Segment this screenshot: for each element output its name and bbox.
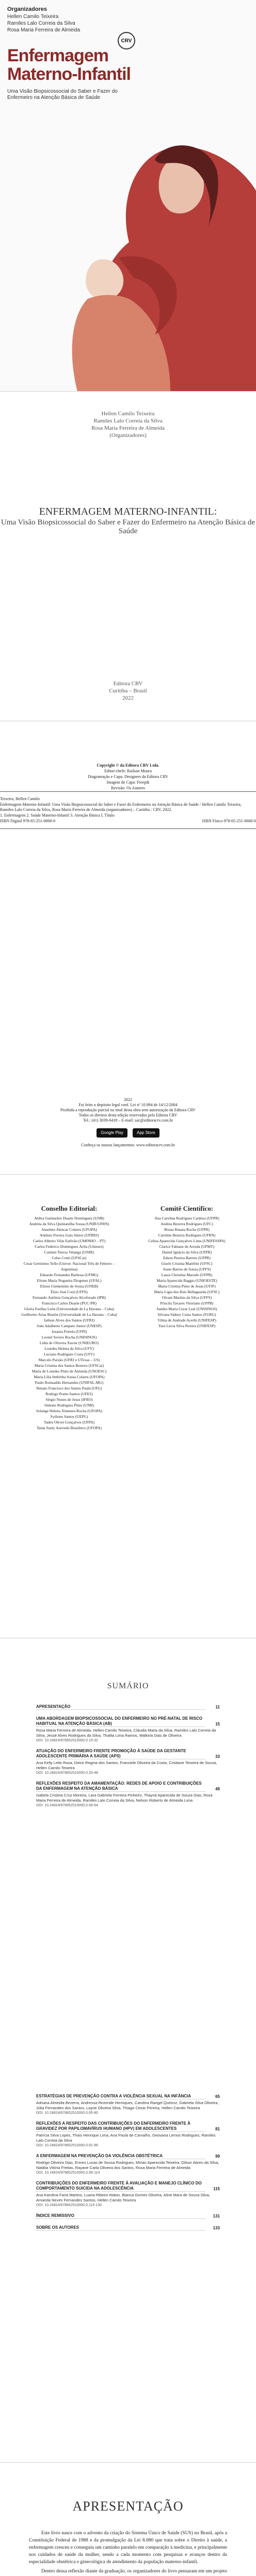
council-member: Luciano Rodrigues Costa (UFV) xyxy=(43,1352,95,1357)
toc-entry-title: APRESENTAÇÃO xyxy=(36,1704,205,1710)
toc-entry[interactable] xyxy=(36,2094,220,2115)
book-cover xyxy=(0,0,256,392)
committee-member: Maria Ligia dos Reis Bellaguarda (UFSC) xyxy=(154,1290,220,1294)
council-member: Josania Portela (UFPI) xyxy=(51,1329,87,1334)
presentation-paragraph: Este livro nasce com o advento da criação do Sistema Único de Saúde (SUS) no Brasil, após a Constituição Federal de 1988 e da promulgação da Lei 8.080 que trata sobre o Direito à saúde, a enfermagem cresceu e conseguiu um caminho paralelo em comparação à medicina, e principalmente nos cuidados de saúde da mulher, sendo a cada momento com pesquisas e avanços dentro da especialidade obstétrica e ginecológica de atendimento da população materno-infantil. xyxy=(29,2531,227,2565)
toc-entry-title: ESTRATÉGIAS DE PREVENÇÃO CONTRA A VIOLÊNCIA SEXUAL NA INFÂNCIA xyxy=(36,2094,205,2099)
toc-entry-page: 15 xyxy=(215,1722,220,1726)
toc-entry-doi: DOI: 10.24824/978652510000.0.33-48 xyxy=(36,1771,98,1775)
toc-entry-doi: DOI: 10.24824/978652510000.0.15-32 xyxy=(36,1739,98,1742)
cover-subtitle: Uma Visão Biopsicossocial do Saber e Fazer do Enfermeiro na Atenção Básica de Saúde xyxy=(7,89,118,100)
committee-member: Daniel Ignácio da Silva (UFPR) xyxy=(162,1250,212,1255)
isbn-row xyxy=(0,819,256,824)
website-line: Conheça os nossos lançamentos: www.editoracrv.com.br xyxy=(81,1143,175,1147)
publisher-city: Curitiba – Brasil xyxy=(109,688,147,694)
toc-entry-page: 99 xyxy=(215,2154,220,2159)
toc-entry-authors: Rodrigo Oliveira Dias, Ermes Lucas de Sousa Rodrigues, Mírian Aparecida Teixeira, Dilson Abreu da Silva, Natália Vitória Freitas, Rayane Carla Oliveira dos Santos, Rosa Maria Ferreira de Almeida xyxy=(36,2160,219,2170)
committee-member: Celina Aparecida Gonçalves Lima (UNIFESSPA) xyxy=(148,1239,226,1243)
presentation-section xyxy=(0,2463,256,2576)
toc-entry-page: 115 xyxy=(213,2187,220,2191)
council-member: Cesar Gerónimo Tello (Univer. Nacional Três de Febrero – Argentina) xyxy=(23,1261,115,1272)
council-member: Elizeu Clementino de Souza (UNEB) xyxy=(40,1284,99,1289)
toc-entry-row xyxy=(36,1704,220,1710)
toc-entry-page: 65 xyxy=(215,2094,220,2099)
council-member: Antônio Pereira Gaio Júnior (UFRRJ) xyxy=(39,1233,99,1238)
toc-entry-doi: DOI: 10.24824/978652510000.0.65-80 xyxy=(36,2111,98,2115)
council-member: Aldira Guimarães Duarte Domínguez (UNB) xyxy=(34,1216,104,1221)
council-member: Francisco Carlos Duarte (PUC-PR) xyxy=(41,1301,97,1306)
credit-line: Revisão: Os Autores xyxy=(111,786,145,790)
organizer-name: Rosa Maria Ferreira de Almeida xyxy=(91,425,165,431)
isbn-digital: ISBN Digital 978-65-251-0000-0 xyxy=(0,819,56,823)
toc-entry[interactable] xyxy=(36,1704,220,1710)
toc-entry[interactable] xyxy=(36,2225,220,2231)
credit-line: Imagem de Capa: Freepik xyxy=(106,780,150,785)
book-subtitle: Uma Visão Biopsicossocial do Saber e Fazer do Enfermeiro na Atenção Básica de Saúde xyxy=(1,518,255,535)
council-member: Simone Rodrigues Pinto (UNB) xyxy=(44,1403,94,1408)
cover-title-line: Enfermagem xyxy=(7,46,108,65)
toc-entry-doi: DOI: 10.24824/978652510000.0.99-114 xyxy=(36,2171,100,2175)
committee-member: Priscila Tavares Vitoriano (UFPB) xyxy=(160,1301,214,1306)
toc-entry[interactable] xyxy=(36,2154,220,2175)
organizers-label: Organizadores xyxy=(7,6,47,12)
committee-member: Ana Carolina Rodrigues Cardoso (UFPR) xyxy=(154,1216,219,1221)
publication-year: 2022 xyxy=(122,695,134,701)
record-description: Enfermagem Materno-Infantil: Uma Visão Biopsicossocial do Saber e Fazer do Enfermeiro na Atenção Básica de Saúde / Hellen Camilo Teixeira, Ramiles Lalo Correia da Silva, Rosa Maria Ferreira de Almeida (organizadores) – Curitiba : CRV, 2022. xyxy=(0,802,242,812)
committee-member: Sandra Maria Cezar Leal (UNISINOS) xyxy=(156,1307,217,1311)
council-member: Leonel Severo Rocha (UNISINOS) xyxy=(41,1335,97,1340)
toc-entry-title: UMA ABORDAGEM BIOPSICOSSOCIAL DO ENFERMEIRO NO PRÉ-NATAL DE RISCO HABITUAL NA ATENÇÃO BÁSICA (AB) xyxy=(36,1716,205,1727)
legal-line: 2022 xyxy=(124,1097,132,1102)
committee-member: Gisele Cristina Manfrini (UFSC) xyxy=(161,1261,213,1266)
credit-line: Editor-chefe: Railson Moura xyxy=(104,769,152,773)
organizer-name: Hellen Camilo Teixeira xyxy=(7,14,59,20)
toc-entry-row xyxy=(36,1749,220,1759)
council-member: Maria Lília Imbiriba Sousa Colares (UFOPA) xyxy=(34,1375,105,1379)
committee-member: Silvana Sidney Costa Santos (FURG) xyxy=(157,1312,216,1317)
legal-line: Proibida a reprodução parcial ou total desta obra sem autorização da Editora CRV xyxy=(60,1108,196,1112)
toc-entry[interactable] xyxy=(36,1749,220,1775)
council-member: João Adalberto Campato Junior (UNESP) xyxy=(37,1324,102,1328)
legal-block xyxy=(21,1097,235,1148)
council-member: Maria Cristina dos Santos Bezerra (UFSCar) xyxy=(34,1363,104,1368)
toc-entry-page: 133 xyxy=(213,2226,220,2230)
toc-entry-authors: Isabela Cristina Cruz Moreira, Lara Gabriela Ferreira Pinheiro, Thayná Aparecida de Souza Dias, Rosa Maria Ferreira de Almeida, Ramiles Lalo Correia da Silva, Nelson Roberto de Almeida Lima xyxy=(36,1793,213,1803)
toc-entry-authors: Ana Karolina Faria Martins, Luana Ribeiro Matos, Bianca Gomes Oliveira, Aline Mara de Sousa Silva, Amanda Neves Fernandes Santos, Hellen Camilo Teixeira xyxy=(36,2193,210,2202)
toc-entry-authors: Rosa Maria Ferreira de Almeida, Hellen Camilo Teixeira, Cláudia Maria da Silva, Ramiles Lalo Correia da Silva, Jessé Alves Rodrigues da Silva, Thalita Lima Ramos, Walkiria Dias de Oliveira xyxy=(36,1728,216,1738)
toc-list xyxy=(0,2094,256,2231)
toc-entry[interactable] xyxy=(36,2213,220,2219)
toc-entry-doi: DOI: 10.24824/978652510000.0.81-98 xyxy=(36,2144,98,2147)
council-member: Guillermo Arias Beatón (Universidade de La Havana – Cuba) xyxy=(21,1312,117,1317)
committee-member: Maria Aparecida Baggio (UNIOESTE) xyxy=(156,1278,217,1283)
toc-entry-page: 81 xyxy=(215,2127,220,2131)
toc-list xyxy=(0,1704,256,1807)
committee-member: Bruna Renata Rocha (UFPR) xyxy=(164,1227,210,1232)
council-page xyxy=(0,1175,256,1638)
store-badges xyxy=(21,1128,235,1138)
toc-title: SUMÁRIO xyxy=(107,1682,149,1690)
toc-entry-row xyxy=(36,1781,220,1792)
council-member: Sérgio Nunes de Jesus (IFRO) xyxy=(45,1397,93,1402)
toc-entry[interactable] xyxy=(36,2181,220,2207)
committee-member: Olvani Martins da Silva (UFFS) xyxy=(162,1295,212,1300)
toc-entry-page: 131 xyxy=(213,2214,220,2218)
toc-entry-doi: DOI: 10.24824/978652510000.0.115-130 xyxy=(36,2204,102,2207)
council-member: Renato Francisco dos Santos Paula (UFG) xyxy=(36,1386,102,1391)
legal-line: Foi feito o depósito legal conf. Lei nº 10.994 de 14/12/2004 xyxy=(78,1103,178,1107)
credit-line: Diagramação e Capa: Designers da Editora CRV xyxy=(88,774,168,779)
toc-entry-row xyxy=(36,2094,220,2099)
catalog-page xyxy=(0,721,256,1175)
scientific-committee-title: Comitê Científico: xyxy=(160,1205,214,1212)
toc-entry-page: 49 xyxy=(215,1787,220,1791)
toc-entry-authors: Adriana Almeida Bezerra, Andressa Rezende Henriques, Carolina Rangel Queiroz, Gabriela Silva Oliveira, Júlia Fernandes dos Santos, Layne Oliveira Silva, Thiago Cesar Pereira, Hellen Camilo Teixeira xyxy=(36,2100,219,2110)
council-member: Carlos Alberto Vilar Estêvão (UMINHO – PT) xyxy=(33,1239,106,1243)
table-of-contents xyxy=(0,1638,256,2463)
council-member: Fernando Antônio Gonçalves Alcoforado (IPB) xyxy=(32,1295,106,1300)
council-member: Jailson Alves dos Santos (UFRJ) xyxy=(43,1318,95,1323)
council-member: Maria de Lourdes Pinto de Almeida (UNOESC) xyxy=(31,1369,107,1374)
toc-entry-title: SOBRE OS AUTORES xyxy=(36,2225,205,2231)
council-member: Rodrigo Pratte-Santos (UFES) xyxy=(45,1392,93,1396)
committee-member: Yara Lúcia Silva Pereira (UNIFESP) xyxy=(158,1324,216,1328)
toc-entry-row xyxy=(36,1716,220,1727)
toc-entry-authors: Patrícia Silva Lopes, Thaís Henrique Lima, Ana Paula de Carvalho, Geovana Lemos Rodrigues, Ramiles Lalo Correia da Silva xyxy=(36,2133,216,2143)
toc-entry-row xyxy=(36,2154,220,2159)
editorial-members xyxy=(15,1215,123,1431)
council-member: Celso Conti (UFSCar) xyxy=(52,1256,87,1260)
council-member: Andréia da Silva Quintanilha Sousa (UNIR/UFRN) xyxy=(29,1222,109,1226)
toc-entry[interactable] xyxy=(36,2121,220,2147)
organizer-role: (Organizadores) xyxy=(109,432,147,438)
contact-line: Tel.: (41) 3039-6418 – E-mail: sac@editoracrv.com.br xyxy=(83,1118,173,1123)
council-member: Anselmo Alencar Colares (UFOPA) xyxy=(41,1227,97,1232)
committee-member: Vilma de Andrade Acerbi (UNIFESP) xyxy=(157,1318,216,1323)
title-page-organizers xyxy=(0,392,256,439)
council-member: Tania Suely Azevedo Brasileiro (UFOPA) xyxy=(37,1426,102,1430)
council-member: Lourdes Helena da Silva (UFV) xyxy=(44,1346,94,1351)
committee-member: Jeane Barros de Souza (UFFS) xyxy=(163,1267,211,1272)
title-page xyxy=(0,392,256,721)
committee-member: Maria Cristina Pinto de Jesus (UFJF) xyxy=(158,1284,216,1289)
cover-title-line: Materno-Infantil xyxy=(7,64,131,84)
committee-member: Clarice Fabiane de Arruda (UFMT) xyxy=(159,1244,215,1249)
publisher-name: Editora CRV xyxy=(113,681,143,687)
publisher-logo: CRV xyxy=(118,32,135,49)
committee-member: Caroline Bezerra Rodrigues (UFRN) xyxy=(158,1233,216,1238)
organizer-name: Ramiles Lalo Correia da Silva xyxy=(93,418,163,424)
scientific-members xyxy=(133,1215,241,1329)
app-store-badge[interactable]: App Store xyxy=(133,1128,159,1138)
toc-entry-row xyxy=(36,2225,220,2231)
presentation-paragraph: Dentro dessa reflexão diante da graduação, os organizadores do livro pensaram em um projeto xyxy=(41,2569,227,2574)
toc-entry-title: REFLEXÕES A RESPEITO DAS CONTRIBUIÇÕES DO ENFERMEIRO FRENTE À GRAVIDEZ POR PAPILOMAVÍRUS HUMANO (HPV) EM ADOLESCENTES xyxy=(36,2121,205,2132)
organizer-name: Ramiles Lalo Correia da Silva xyxy=(7,21,75,26)
toc-entry-title: REFLEXÕES RESPEITO DA AMAMENTAÇÃO: REDES DE APOIO E CONTRIBUIÇÕES DA ENFERMAGEM NA ATENÇÃO BÁSICA xyxy=(36,1781,205,1792)
isbn-physical: ISBN Físico 978-65-251-0000-0 xyxy=(202,819,256,823)
toc-entry-doi: DOI: 10.24824/978652510000.0.49-64 xyxy=(36,1804,98,1807)
record-author: Teixeira, Hellen Camilo xyxy=(0,796,40,801)
council-member: Elione Maria Nogueira Diogenes (UFAL) xyxy=(37,1278,102,1283)
toc-entry-row xyxy=(36,2121,220,2132)
credits-block xyxy=(0,721,256,829)
toc-entry[interactable] xyxy=(36,1716,220,1742)
committee-member: Edson Pereira Barreto (UFPR) xyxy=(163,1256,211,1260)
scientific-committee xyxy=(133,1206,241,1431)
organizer-name: Rosa Maria Ferreira de Almeida xyxy=(7,27,81,33)
committee-member: Laura Christina Macedo (UFPR) xyxy=(161,1273,213,1277)
council-member: Solange Helena Ximenes-Rocha (UFOPA) xyxy=(36,1409,103,1413)
toc-entry[interactable] xyxy=(36,1781,220,1807)
publisher-block xyxy=(0,680,256,702)
legal-line: Todos os direitos desta edição reservados pela Editora CRV xyxy=(78,1113,178,1117)
council-member: Sydione Santos (UEPG) xyxy=(50,1414,88,1419)
council-member: Gloria Fariñas León (Universidade de La Havana – Cuba) xyxy=(24,1307,115,1311)
council-member: Carmen Tereza Velanga (UNIR) xyxy=(44,1250,94,1255)
organizers-list xyxy=(7,13,249,33)
council-member: Élsio José Corá (UFFS) xyxy=(51,1290,88,1294)
council-member: Carlos Federico Dominguez Avila (Unieuro) xyxy=(35,1244,104,1249)
committee-member: Andrea Bezerra Rodrigues (UFC) xyxy=(161,1222,213,1226)
presentation-title: APRESENTAÇÃO xyxy=(72,2499,184,2514)
google-play-badge[interactable]: Google Play xyxy=(97,1128,127,1138)
organizer-name: Hellen Camilo Teixeira xyxy=(101,411,155,417)
council-member: Marcelo Paixão (UFRJ e UTexas – US) xyxy=(38,1358,100,1362)
cover-title xyxy=(7,46,131,83)
toc-entry-title: ÍNDICE REMISSIVO xyxy=(36,2213,205,2219)
council-member: Tadeu Oliver Gonçalves (UFPA) xyxy=(43,1420,95,1425)
toc-entry-title: ATUAÇÃO DO ENFERMEIRO FRENTE PROMOÇÃO À SAÚDE DA GESTANTE ADOLESCENTE PRIMÁRIA A SAÚDE (APS) xyxy=(36,1749,205,1759)
record-subjects: 1. Enfermagem 2. Saúde Materno-Infantil 3. Atenção Básica I. Título xyxy=(0,813,115,818)
council-member: Paulo Romualdo Hernandes (UNIFAL-MG) xyxy=(35,1380,104,1385)
council-member: Eduardo Fernandes Barbosa (UFMG) xyxy=(40,1273,99,1277)
copyright-line: Copyright © da Editora CRV Ltda. xyxy=(97,763,159,768)
book-title: ENFERMAGEM MATERNO-INFANTIL: xyxy=(39,506,217,517)
cataloging-record xyxy=(0,791,256,829)
toc-entry-authors: Ana Kelly Leite Rosa, Deice Regina dos Santos, Franciele Oliveira da Costa, Cristiane Teixeira de Sousa, Hellen Camilo Teixeira xyxy=(36,1760,217,1770)
toc-entry-page: 33 xyxy=(215,1754,220,1759)
toc-entry-page: 11 xyxy=(215,1705,220,1709)
toc-entry-row xyxy=(36,2181,220,2192)
council-member: Lídia de Oliveira Xavier (UNIEURO) xyxy=(39,1341,99,1345)
toc-entry-title: A ENFERMAGEM NA PREVENÇÃO DA VIOLÊNCIA OBSTÉTRICA xyxy=(36,2154,205,2159)
toc-entry-title: CONTRIBUIÇÕES DO ENFERMEIRO FRENTE À AVALIAÇÃO E MANEJO CLÍNICO DO COMPORTAMENTO SUICIDA NA ADOLESCÊNCIA xyxy=(36,2181,205,2192)
editorial-council xyxy=(15,1206,123,1431)
editorial-council-title: Conselho Editorial: xyxy=(41,1205,98,1212)
toc-entry-row xyxy=(36,2213,220,2219)
mother-child-illustration xyxy=(0,129,256,392)
